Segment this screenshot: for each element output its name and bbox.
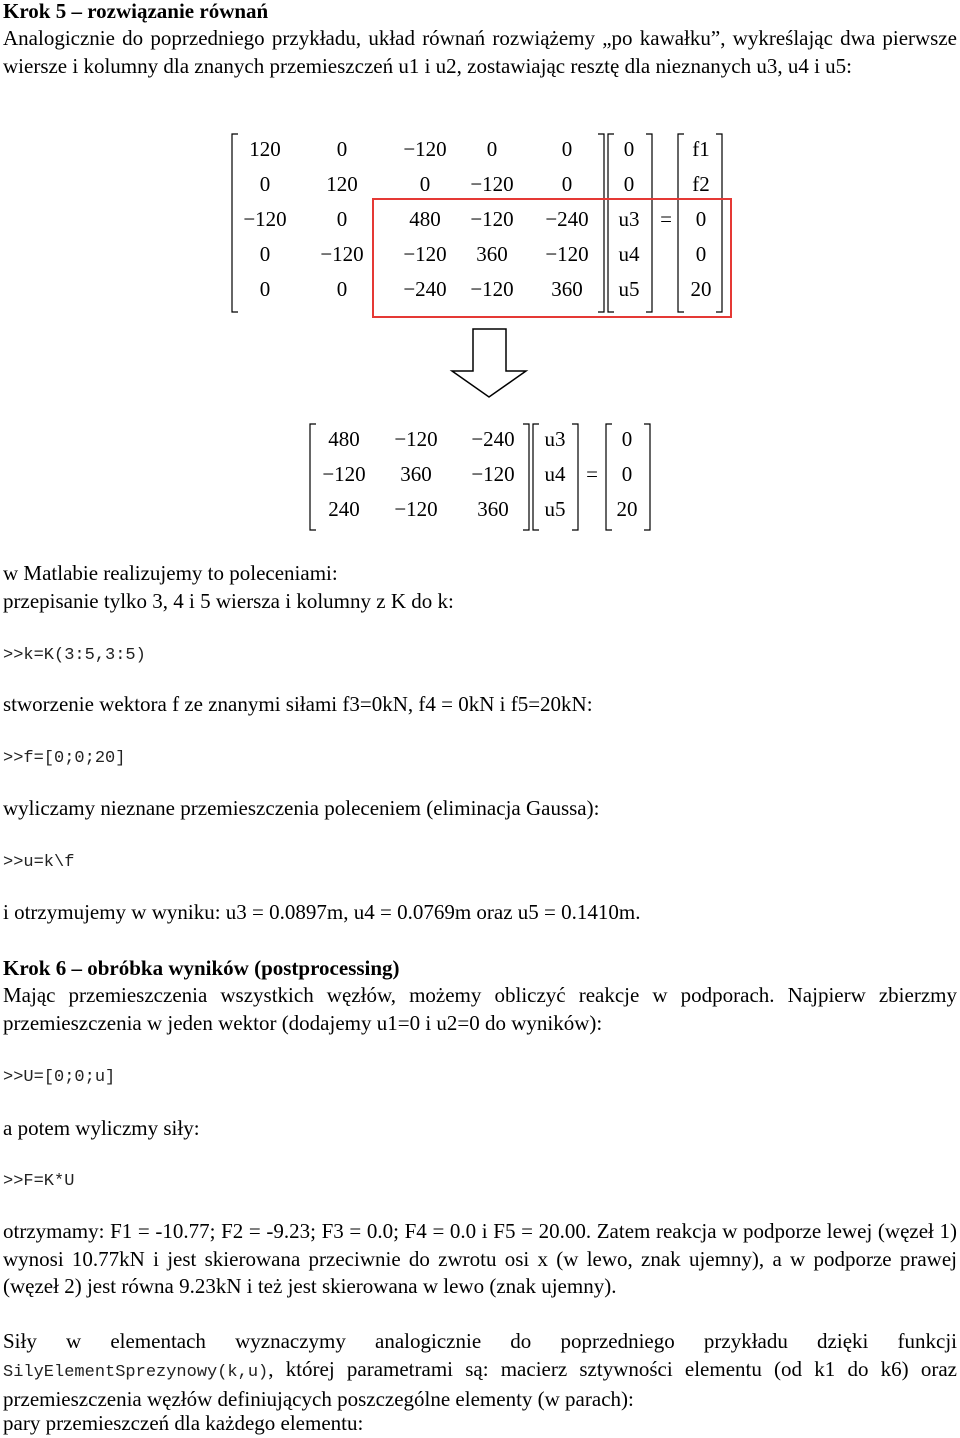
step5-intro: Analogicznie do poprzedniego przykładu, układ równań rozwiążemy „po kawałku”, wykreślając dwa pierwsze wiersze i kolumny dla znanych przemieszczeń u1 i u2, zostawiając resztę dla nieznanych u3, u4 i u5: <box>3 26 957 78</box>
reduced-unknown-entry: u5 <box>544 497 566 521</box>
unknown-entry: u3 <box>618 207 640 231</box>
command-k: >>k=K(3:5,3:5) <box>3 646 146 665</box>
reduced-matrix-cell: 360 <box>477 497 509 521</box>
full-matrix-cell: 480 <box>409 207 441 231</box>
forces-description: a potem wyliczmy siły: <box>3 1116 200 1140</box>
reduced-matrix-cell: 240 <box>328 497 360 521</box>
rhs-entry: 20 <box>690 277 712 301</box>
reduced-matrix-cell: 360 <box>400 462 432 486</box>
matlab-intro: w Matlabie realizujemy to poleceniami: <box>3 561 338 585</box>
full-matrix-cell: −240 <box>545 207 589 231</box>
full-matrix-cell: 360 <box>551 277 583 301</box>
command-u: >>u=k\f <box>3 853 75 872</box>
full-matrix-cell: 120 <box>249 137 281 161</box>
reduced-unknown-entry: u3 <box>544 427 566 451</box>
full-matrix-cell: −240 <box>403 277 447 301</box>
full-matrix-cell: 120 <box>326 172 358 196</box>
full-matrix-cell: 0 <box>336 277 348 301</box>
down-arrow-icon <box>452 329 526 397</box>
unknown-entry: 0 <box>623 137 635 161</box>
full-matrix-cell: −120 <box>470 207 514 231</box>
unknown-entry: u4 <box>618 242 640 266</box>
reduced-rhs-entry: 20 <box>616 497 638 521</box>
rhs-entry: 0 <box>695 242 707 266</box>
solve-description: wyliczamy nieznane przemieszczenia poleceniem (eliminacja Gaussa): <box>3 796 600 820</box>
full-matrix-cell: 0 <box>561 137 573 161</box>
full-matrix-cell: 0 <box>419 172 431 196</box>
step5-heading: Krok 5 – rozwiązanie równań <box>3 0 269 23</box>
copy-description: przepisanie tylko 3, 4 i 5 wiersza i kolumny z K do k: <box>3 589 454 613</box>
full-matrix-cell: 0 <box>259 172 271 196</box>
result-line: i otrzymujemy w wyniku: u3 = 0.0897m, u4 = 0.0769m oraz u5 = 0.1410m. <box>3 900 641 924</box>
equals-sign-reduced: = <box>586 462 598 486</box>
unknown-entry: u5 <box>618 277 640 301</box>
rhs-entry: f1 <box>692 137 710 161</box>
step6-intro: Mając przemieszczenia wszystkich węzłów, możemy obliczyć reakcje w podporach. Najpierw zbierzmy przemieszczenia w jeden wektor (dodajemy u1=0 i u2=0 do wyników): <box>3 983 957 1035</box>
reduced-matrix-cell: −120 <box>322 462 366 486</box>
reduced-matrix-cell: −240 <box>471 427 515 451</box>
command-f: >>f=[0;0;20] <box>3 749 126 768</box>
full-matrix-cell: −120 <box>403 242 447 266</box>
results-paragraph: otrzymamy: F1 = -10.77; F2 = -9.23; F3 = 0.0; F4 = 0.0 i F5 = 20.00. Zatem reakcja w podporze lewej (węzeł 1) wynosi 10.77kN i jest skierowana przeciwnie do zwrotu osi x (w lewo, znak ujemny), a w podporze prawej (węzeł 2) jest równa 9.23kN i też jest skierowana w lewo (znak ujemny). <box>3 1219 957 1298</box>
full-matrix-cell: 0 <box>259 277 271 301</box>
reduced-matrix-cell: −120 <box>471 462 515 486</box>
reduced-unknown-entry: u4 <box>544 462 566 486</box>
pairs-line: pary przemieszczeń dla każdego elementu: <box>3 1411 364 1435</box>
rhs-entry: 0 <box>695 207 707 231</box>
element-forces-text-b: , której parametrami są: macierz sztywności elementu (od k1 do k6) oraz przemieszczenia węzłów definiujących poszczególne elementy (w parach): <box>3 1356 957 1411</box>
reduced-matrix-cell: −120 <box>394 497 438 521</box>
reduced-matrix-cell: −120 <box>394 427 438 451</box>
element-forces-paragraph <box>3 1328 957 1414</box>
full-matrix-cell: −120 <box>470 172 514 196</box>
full-matrix-cell: 0 <box>259 242 271 266</box>
full-matrix-cell: 0 <box>336 137 348 161</box>
element-forces-text-a: Siły w elementach wyznaczymy analogicznie do poprzedniego przykładu dzięki funkcji <box>3 1329 957 1353</box>
reduced-matrix-cell: 480 <box>328 427 360 451</box>
full-matrix-cell: −120 <box>545 242 589 266</box>
command-F: >>F=K*U <box>3 1172 75 1191</box>
full-matrix-cell: −120 <box>320 242 364 266</box>
unknown-entry: 0 <box>623 172 635 196</box>
function-name: SilyElementSprezynowy(k,u) <box>3 1362 269 1382</box>
command-U: >>U=[0;0;u] <box>3 1068 116 1087</box>
full-matrix-cell: 0 <box>336 207 348 231</box>
full-matrix-cell: −120 <box>403 137 447 161</box>
vector-description: stworzenie wektora f ze znanymi siłami f3=0kN, f4 = 0kN i f5=20kN: <box>3 692 593 716</box>
reduced-rhs-entry: 0 <box>621 462 633 486</box>
full-matrix-cell: −120 <box>243 207 287 231</box>
step6-heading: Krok 6 – obróbka wyników (postprocessing) <box>3 956 400 980</box>
reduced-rhs-entry: 0 <box>621 427 633 451</box>
full-equation-system <box>0 120 960 540</box>
full-matrix-cell: 0 <box>561 172 573 196</box>
full-matrix-cell: −120 <box>470 277 514 301</box>
rhs-entry: f2 <box>692 172 710 196</box>
full-matrix-cell: 0 <box>486 137 498 161</box>
full-matrix-cell: 360 <box>476 242 508 266</box>
equals-sign: = <box>660 207 672 231</box>
